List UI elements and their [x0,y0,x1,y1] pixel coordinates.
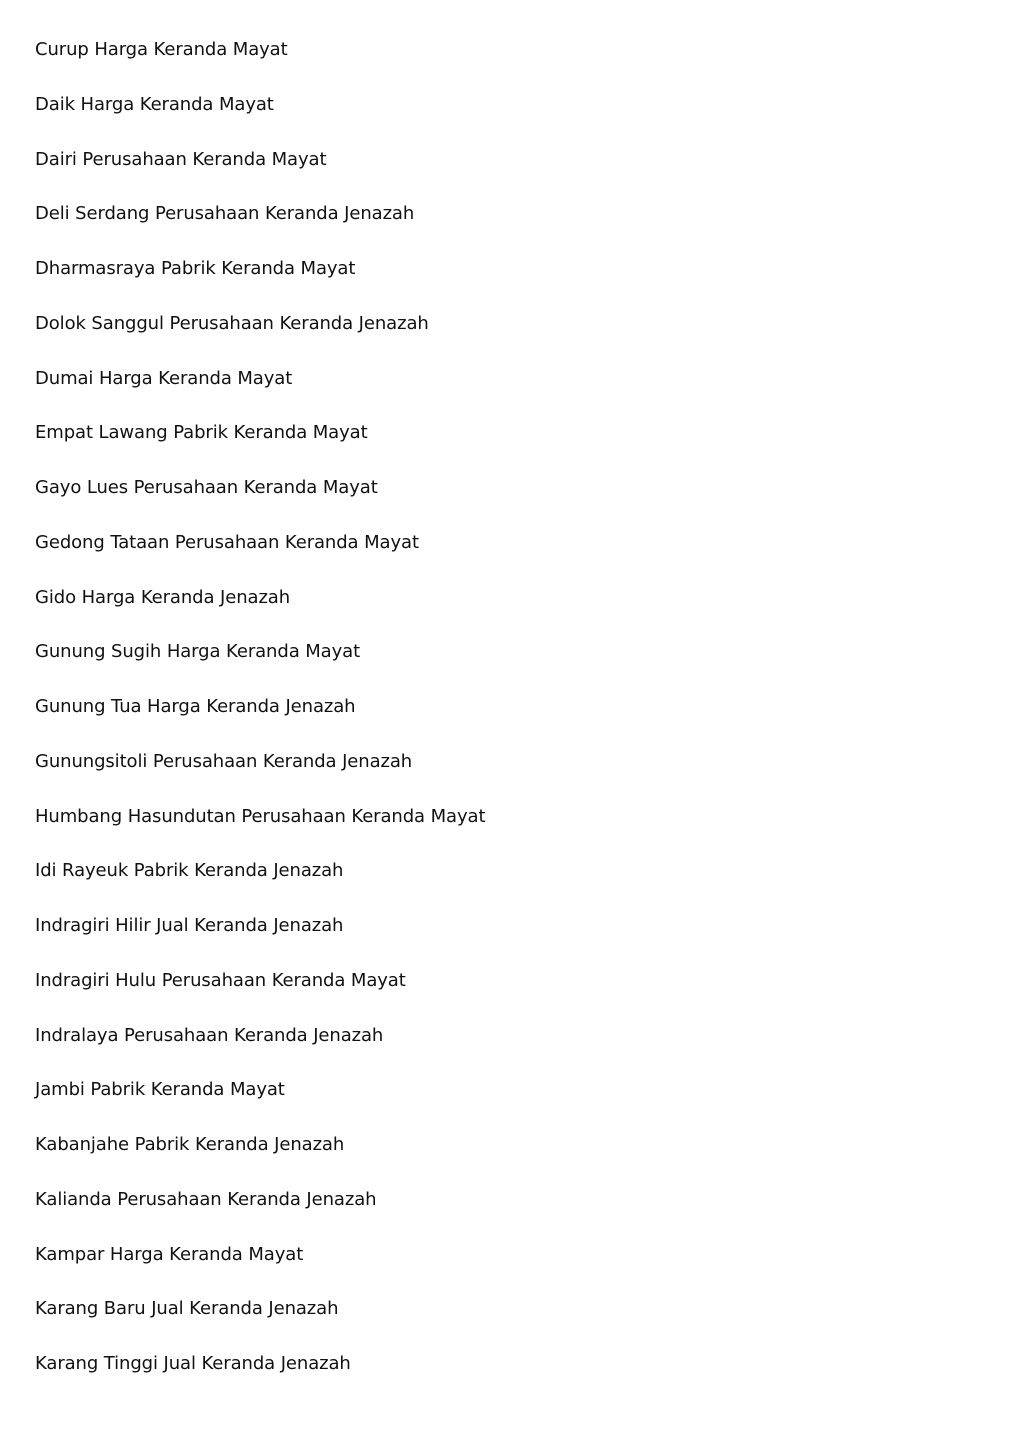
list-item: Gunungsitoli Perusahaan Keranda Jenazah [35,750,413,772]
list-item: Daik Harga Keranda Mayat [35,93,274,115]
list-item: Empat Lawang Pabrik Keranda Mayat [35,422,368,444]
list-item: Dairi Perusahaan Keranda Mayat [35,148,327,170]
list-item: Idi Rayeuk Pabrik Keranda Jenazah [35,860,344,882]
list-item: Kampar Harga Keranda Mayat [35,1243,304,1265]
list-item: Indragiri Hulu Perusahaan Keranda Mayat [35,969,406,991]
list-item: Gedong Tataan Perusahaan Keranda Mayat [35,531,419,553]
list-item: Indragiri Hilir Jual Keranda Jenazah [35,915,344,936]
list-item: Karang Baru Jual Keranda Jenazah [35,1298,339,1320]
list-item: Karang Tinggi Jual Keranda Jenazah [35,1353,351,1374]
list-item: Dumai Harga Keranda Mayat [35,367,293,389]
list-item: Kalianda Perusahaan Keranda Jenazah [35,1188,377,1210]
list-item: Gayo Lues Perusahaan Keranda Mayat [35,477,378,498]
list-item: Humbang Hasundutan Perusahaan Keranda Mayat [35,805,486,827]
list-item: Jambi Pabrik Keranda Mayat [35,1079,285,1101]
list-item: Dolok Sanggul Perusahaan Keranda Jenazah [35,312,429,334]
list-item: Gido Harga Keranda Jenazah [35,586,291,608]
list-item: Kabanjahe Pabrik Keranda Jenazah [35,1134,345,1155]
entry-list [35,34,485,1403]
list-item: Indralaya Perusahaan Keranda Jenazah [35,1024,384,1046]
list-item: Curup Harga Keranda Mayat [35,39,288,60]
list-item: Gunung Tua Harga Keranda Jenazah [35,696,356,717]
list-item: Deli Serdang Perusahaan Keranda Jenazah [35,203,415,225]
list-item: Gunung Sugih Harga Keranda Mayat [35,641,361,663]
list-item: Dharmasraya Pabrik Keranda Mayat [35,258,356,279]
